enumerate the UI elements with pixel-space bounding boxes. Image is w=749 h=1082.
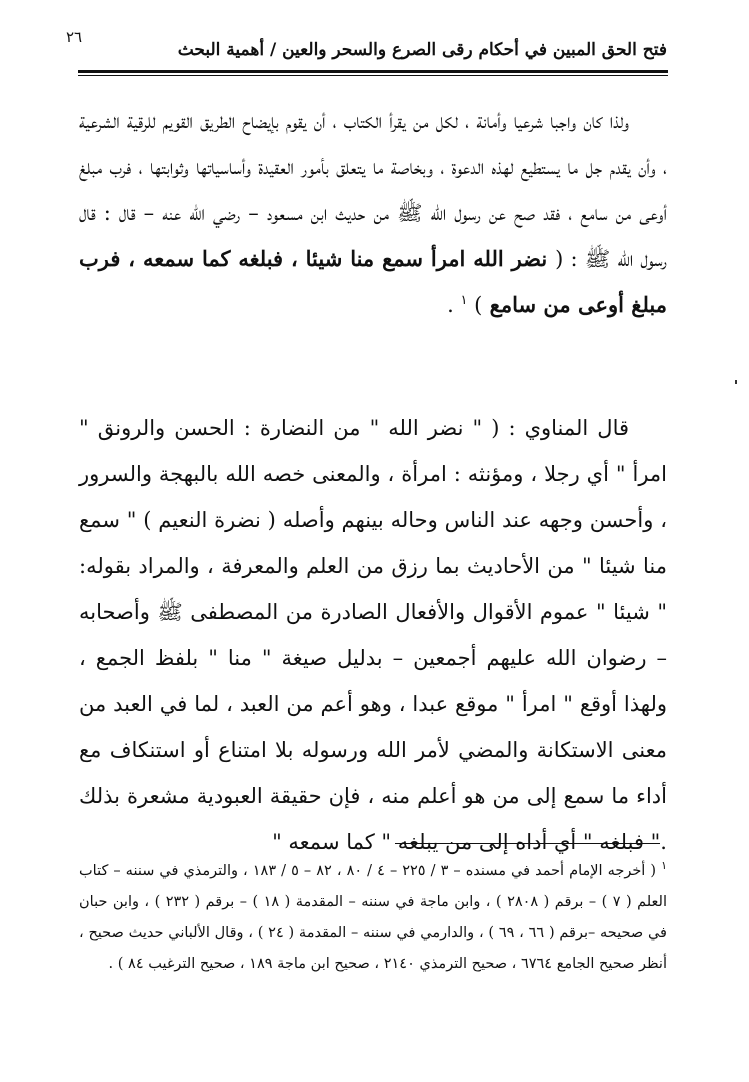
paragraph-munawi [79,405,667,865]
header-rule-thick [78,70,668,73]
footnote-separator [395,843,660,844]
hadith-quote: نضر الله امرأ سمع منا شيئا ، فبلغه كما سمعه ، فرب مبلغ أوعى من سامع [79,246,667,317]
footnote-reference[interactable]: ١ [460,293,468,308]
paragraph-intro-text: ولذا كان واجبا شرعيا وأمانة ، لكل من يقرأ الكتاب ، أن يقوم بإيضاح الطريق القويم للرقية الشرعية ، وأن يقدم جل ما يستطيع لهذه الدعوة ، وبخاصة ما يتعلق بأمور العقيدة وأساسياتها وثوابتها ، فرب مبلغ أوعى من سامع ، فقد صح عن رسول الله ﷺ من حديث ابن مسعود – رضي الله عنه – قال : قال رسول الله ﷺ : ( [79,109,667,271]
hadith-close-paren: ) [474,293,483,317]
paragraph-intro-end: . [447,293,461,317]
paragraph-munawi-text: قال المناوي : ( " نضر الله " من النضارة : الحسن والرونق " امرأ " أي رجلا ، ومؤنثه : امرأة ، والمعنى خصه الله بالبهجة والسرور ، وأحسن وجهه عند الناس وحاله بينهم وأصله ( نضرة النعيم ) " سمع منا شيئا " من الأحاديث بما رزق من العلم والمعرفة ، والمراد بقوله: " شيئا " عموم الأقوال والأفعال الصادرة من المصطفى ﷺ وأصحابه – رضوان الله عليهم أجمعين – بدليل صيغة " منا " بلفظ الجمع ، ولهذا أوقع " امرأ " موقع عبدا ، وهو أعم من العبد ، لما في العبد من معنى الاستكانة والمضي لأمر الله ورسوله بلا امتناع أو استنكاف مع أداء ما سمع إلى من هو أعلم منه ، فإن حقيقة العبودية مشعرة بذلك ." فبلغه " أي أداه إلى من يبلغه " كما سمعه " [79,416,667,854]
footnote-mark: ١ [661,859,667,873]
footnote-text: ( أخرجه الإمام أحمد في مسنده – ٣ / ٢٢٥ – ٤ / ٨٠ ، ٨٢ – ٥ / ١٨٣ ، والترمذي في سننه – كتاب العلم ( ٧ ) – برقم ( ٢٨٠٨ ) ، وابن ماجة في سننه – المقدمة ( ١٨ ) – برقم ( ٢٣٢ ) ، وابن حبان في صحيحه –برقم ( ٦٦ ، ٦٩ ) ، والدارمي في سننه – المقدمة ( ٢٤ ) ، وقال الألباني حديث صحيح ، أنظر صحيح الجامع ٦٧٦٤ ، صحيح الترمذي ٢١٤٠ ، صحيح ابن ماجة ١٨٩ ، صحيح الترغيب ٨٤ ) . [79,863,667,972]
running-header-title: فتح الحق المبين في أحكام رقى الصرع والسحر والعين / أهمية البحث [177,40,667,60]
page-number: ٢٦ [66,28,83,46]
footnote [79,856,667,980]
margin-mark [735,380,737,384]
header-rule-thin [78,75,668,76]
paragraph-intro [79,98,667,328]
